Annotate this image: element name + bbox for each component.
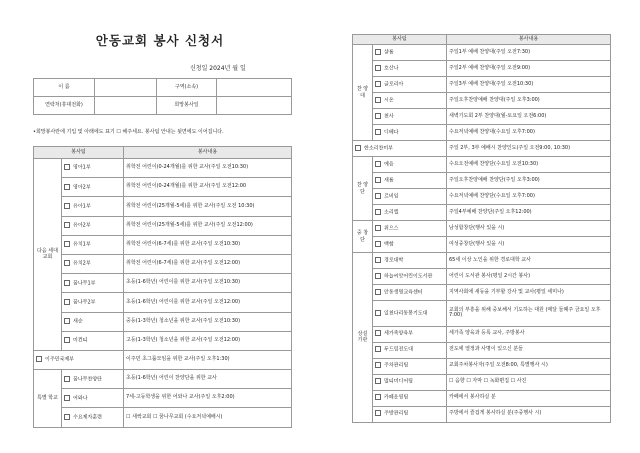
team-group-label: 찬 양 대 <box>353 45 373 141</box>
checkbox[interactable] <box>64 395 70 401</box>
team-content: 7세-고등학생을 위한 어와나 교사(주일 오후2:00) <box>124 389 292 408</box>
team-content: 새벽기도회 2부 찬양대(월-토요일 오전6:00) <box>447 109 611 125</box>
team-name: 유치2부 <box>73 260 91 267</box>
checkbox[interactable] <box>64 164 70 170</box>
team-row <box>353 301 611 327</box>
team-name: 두드림전도대 <box>384 346 413 353</box>
team-cell[interactable] <box>62 197 124 216</box>
team-content: 세가족 양육과 등록 교사, 주방봉사 <box>447 326 611 342</box>
checkbox[interactable] <box>375 113 381 119</box>
team-row <box>353 189 611 205</box>
col-content-header-right: 봉사내용 <box>447 35 611 45</box>
checkbox[interactable] <box>64 299 70 305</box>
team-name: 한소리찬미부 <box>364 145 393 152</box>
team-name: 예음 <box>384 161 394 168</box>
team-cell[interactable] <box>373 253 447 269</box>
team-content: 주일2부 예배 찬양대(주일 오전9:00) <box>447 61 611 77</box>
team-name: 카페운영팀 <box>384 394 409 401</box>
team-row <box>353 358 611 374</box>
checkbox[interactable] <box>375 330 381 336</box>
team-cell[interactable] <box>62 216 124 235</box>
team-name: 호산나 <box>384 65 399 72</box>
team-group-label: 특별 학교 <box>34 370 62 428</box>
team-cell[interactable] <box>62 389 124 408</box>
team-row <box>353 205 611 221</box>
team-row <box>353 374 611 390</box>
team-content: 수요오전예배 찬양단(수요일 오전10:30) <box>447 157 611 173</box>
team-name: 이주민국제부 <box>45 356 74 363</box>
team-name: 수요제자훈련 <box>73 414 102 421</box>
name-field[interactable] <box>95 79 157 97</box>
team-cell[interactable] <box>62 370 124 389</box>
team-group-label: 찬 양 단 <box>353 157 373 221</box>
team-content: 카페에서 봉사하실 분 <box>447 390 611 406</box>
checkbox[interactable] <box>355 145 361 151</box>
team-cell[interactable] <box>373 285 447 301</box>
team-row <box>34 312 292 331</box>
team-row <box>34 350 292 369</box>
team-name: 일천다리동봉기도대 <box>384 310 428 317</box>
team-row <box>353 342 611 358</box>
team-content: 교회의 부흥을 위해 중보해서 기도하는 대원 (매달 둘째주 금요일 오후7:00) <box>447 301 611 327</box>
team-cell[interactable] <box>373 77 447 93</box>
team-row <box>34 178 292 197</box>
team-name: 영아2부 <box>73 184 91 191</box>
team-cell[interactable] <box>373 237 447 253</box>
team-row <box>353 221 611 237</box>
team-name: 미컨티 <box>73 337 88 344</box>
team-content: 수요저녁예배 찬양단(수요일 오후7:00) <box>447 189 611 205</box>
team-row <box>34 235 292 254</box>
phone-label: 연락처(휴대전화) <box>34 97 95 115</box>
team-row <box>34 216 292 235</box>
checkbox[interactable] <box>375 209 381 215</box>
team-content: 초등(1-6학년) 어린이를 위한 교사(주일 오전10:30) <box>124 274 292 293</box>
team-content: ☐ 새싹교회 ☐ 꿈나무교회 (수요저녁예배시) <box>124 408 292 427</box>
team-name: 주차관리팀 <box>384 362 409 369</box>
checkbox[interactable] <box>375 97 381 103</box>
team-content: 교회주차봉사자(주일 오전8:00, 특별행사 시) <box>447 358 611 374</box>
team-row <box>34 274 292 293</box>
checkbox[interactable] <box>64 414 70 420</box>
col-team-header-right: 봉사팀 <box>353 35 447 45</box>
application-date: 신청일 2024년 월 일 <box>190 65 246 72</box>
checkbox[interactable] <box>375 129 381 135</box>
checkbox[interactable] <box>64 376 70 382</box>
left-team-table <box>33 146 292 428</box>
checkbox[interactable] <box>375 161 381 167</box>
team-content: 주일1부 예배 찬양대(주일 오전7:30) <box>447 45 611 61</box>
team-content: 이주민 초그룹모임을 위한 교사(주일 오후1:30) <box>124 350 292 369</box>
team-row <box>353 141 611 157</box>
checkbox[interactable] <box>375 49 381 55</box>
checkbox[interactable] <box>375 81 381 87</box>
team-name: 유아1부 <box>73 203 91 210</box>
team-name: 하늘씨앗어린이도서관 <box>384 273 433 280</box>
team-row <box>353 173 611 189</box>
team-content: 취학전 어린이(0-24개월)를 위한 교사(주일 오전12:00 <box>124 178 292 197</box>
team-name: 디베다 <box>384 129 399 136</box>
applicant-info-table <box>33 78 292 115</box>
district-field[interactable] <box>217 79 292 97</box>
team-content: ☐ 음향 ☐ 자막 ☐ 녹화편집 ☐ 사진 <box>447 374 611 390</box>
team-content: 취학전 어린이(25개월-5세)를 위한 교사(주일 오전 10:30) <box>124 197 292 216</box>
checkbox[interactable] <box>375 310 381 316</box>
team-name: 세가족양육부 <box>384 330 413 337</box>
checkbox[interactable] <box>375 346 381 352</box>
team-row <box>353 269 611 285</box>
wish-label: 희망봉사일 <box>157 97 217 115</box>
team-row <box>34 197 292 216</box>
team-cell[interactable] <box>373 221 447 237</box>
team-name: 백합 <box>384 241 394 248</box>
team-row <box>353 61 611 77</box>
checkbox[interactable] <box>64 222 70 228</box>
team-row <box>34 370 292 389</box>
team-row <box>353 109 611 125</box>
team-row <box>353 326 611 342</box>
team-content: 남성합창단(행사 있을 시) <box>447 221 611 237</box>
team-group-label: 다음 세대 교회 <box>34 159 62 351</box>
checkbox[interactable] <box>64 241 70 247</box>
team-name: 르비임 <box>384 193 399 200</box>
team-cell[interactable] <box>373 125 447 141</box>
right-team-rows <box>353 45 611 423</box>
checkbox[interactable] <box>375 65 381 71</box>
team-cell[interactable] <box>62 293 124 312</box>
team-content: 전도에 열정과 사명이 있으신 분들 <box>447 342 611 358</box>
team-cell[interactable] <box>373 205 447 221</box>
team-name: 꿈나무찬양단 <box>73 376 102 383</box>
checkbox[interactable] <box>36 356 42 362</box>
checkbox[interactable] <box>64 280 70 286</box>
col-team-header: 봉사팀 <box>34 147 124 159</box>
team-row <box>353 253 611 269</box>
team-group-label: 상설 기관 <box>353 253 373 423</box>
name-label: 이 름 <box>34 79 95 97</box>
checkbox[interactable] <box>375 378 381 384</box>
checkbox[interactable] <box>64 337 70 343</box>
team-cell[interactable] <box>34 350 124 369</box>
team-content: 취학전 어린이(0-24개월)를 위한 교사(주일 오전10:30) <box>124 159 292 178</box>
team-content: 주방에서 즐겁게 봉사하실 분(주중행사 시) <box>447 406 611 422</box>
team-cell[interactable] <box>62 331 124 350</box>
team-content: 주일3부 예배 찬양대(주일 오전10:30) <box>447 77 611 93</box>
team-cell[interactable] <box>373 173 447 189</box>
district-label: 구역(소속) <box>157 79 217 97</box>
team-cell[interactable] <box>373 109 447 125</box>
team-cell[interactable] <box>353 141 447 157</box>
team-name: 시온 <box>384 97 394 104</box>
team-cell[interactable] <box>373 269 447 285</box>
phone-field[interactable] <box>95 97 157 115</box>
team-row <box>353 390 611 406</box>
team-row <box>34 389 292 408</box>
checkbox[interactable] <box>375 193 381 199</box>
team-cell[interactable] <box>62 408 124 427</box>
team-name: 안동생명교육센터 <box>384 289 423 296</box>
team-cell[interactable] <box>373 358 447 374</box>
team-cell[interactable] <box>62 159 124 178</box>
team-name: 꿈나무1부 <box>73 280 96 287</box>
team-cell[interactable] <box>62 178 124 197</box>
team-content: 주일오후찬양예배 찬양대(주일 오후3:00) <box>447 93 611 109</box>
team-content: 주일4부예배 찬양단(주일 오후12:00) <box>447 205 611 221</box>
team-group-label: 중 창 단 <box>353 221 373 253</box>
team-row <box>34 159 292 178</box>
team-row <box>34 254 292 273</box>
team-cell[interactable] <box>373 93 447 109</box>
instruction-note: •희망봉사란에 기입 및 아래에도 표기 ☐ 해주세요. 봉사팀 안내는 뒷면에도 이어집니다. <box>33 129 224 135</box>
team-content: 초등(1-6학년) 어린이를 위한 교사(주일 오전12:00) <box>124 293 292 312</box>
team-name: 소리엘 <box>384 209 399 216</box>
team-content: 취학전 어린이(25개월-5세)를 위한 교사(주일 오전12:00) <box>124 216 292 235</box>
team-row <box>353 125 611 141</box>
team-content: 수요저녁예배 찬양대(수요일 오후7:00) <box>447 125 611 141</box>
team-row <box>353 237 611 253</box>
team-content: 주일오후찬양예배 찬양단(주일 오후3:00) <box>447 173 611 189</box>
team-name: 새순 <box>73 318 83 325</box>
team-cell[interactable] <box>62 312 124 331</box>
team-name: 새롬 <box>384 177 394 184</box>
team-content: 초등(1-6학년) 어린이 찬양단을 위한 교사 <box>124 370 292 389</box>
team-row <box>34 408 292 427</box>
team-name: 멀티미디어팀 <box>384 378 413 385</box>
team-cell[interactable] <box>373 406 447 422</box>
team-cell[interactable] <box>373 157 447 173</box>
team-cell[interactable] <box>373 326 447 342</box>
team-cell[interactable] <box>373 45 447 61</box>
team-row <box>353 157 611 173</box>
checkbox[interactable] <box>375 225 381 231</box>
checkbox[interactable] <box>375 362 381 368</box>
team-row <box>353 77 611 93</box>
checkbox[interactable] <box>375 394 381 400</box>
team-cell[interactable] <box>373 61 447 77</box>
team-cell[interactable] <box>373 342 447 358</box>
team-content: 지역사회에 새등을 기부할 강사 및 교사(평일 세미나) <box>447 285 611 301</box>
checkbox[interactable] <box>375 241 381 247</box>
wish-field[interactable] <box>217 97 292 115</box>
checkbox[interactable] <box>375 177 381 183</box>
team-name: 유치1부 <box>73 241 91 248</box>
team-name: 주방관리팀 <box>384 410 409 417</box>
team-name: 천사 <box>384 113 394 120</box>
team-cell[interactable] <box>373 374 447 390</box>
team-name: 어와나 <box>73 395 88 402</box>
checkbox[interactable] <box>375 257 381 263</box>
team-cell[interactable] <box>373 189 447 205</box>
team-row <box>353 406 611 422</box>
col-content-header: 봉사내용 <box>124 147 292 159</box>
team-cell[interactable] <box>373 390 447 406</box>
team-row <box>353 45 611 61</box>
team-name: 영아1부 <box>73 164 91 171</box>
team-content: 취학전 어린이(6-7세)를 위한 교사(주일 오전10:30) <box>124 235 292 254</box>
checkbox[interactable] <box>375 289 381 295</box>
right-team-table <box>352 34 611 423</box>
team-name: 샬롬 <box>384 49 394 56</box>
checkbox[interactable] <box>375 273 381 279</box>
team-cell[interactable] <box>62 235 124 254</box>
team-content: 여성중창단(행사 있을 시) <box>447 237 611 253</box>
team-name: 글로리아 <box>384 81 404 88</box>
team-content: 취학전 어린이(6-7세)를 위한 교사(주일 오전12:00) <box>124 254 292 273</box>
team-row <box>353 285 611 301</box>
team-name: 경로대학 <box>384 257 404 264</box>
team-content: 어린이 도서관 봉사(평일 2시간 봉사) <box>447 269 611 285</box>
team-cell[interactable] <box>62 254 124 273</box>
left-team-rows <box>34 159 292 428</box>
team-row <box>34 293 292 312</box>
team-name: 위으스 <box>384 225 399 232</box>
team-cell[interactable] <box>62 274 124 293</box>
team-content: 고등(1-3학년) 청소년을 위한 교사(주일 오전12:00) <box>124 331 292 350</box>
team-cell[interactable] <box>373 301 447 327</box>
team-content: 주일 2부, 3부 예배시 찬양인도(주일 오전9:00, 10:30) <box>447 141 611 157</box>
checkbox[interactable] <box>64 260 70 266</box>
team-name: 꿈나무2부 <box>73 299 96 306</box>
checkbox[interactable] <box>375 410 381 416</box>
team-row <box>353 93 611 109</box>
checkbox[interactable] <box>64 203 70 209</box>
team-content: 65세 이상 노인을 위한 경로대학 교사 <box>447 253 611 269</box>
checkbox[interactable] <box>64 184 70 190</box>
form-title: 안동교회 봉사 신청서 <box>95 33 225 48</box>
checkbox[interactable] <box>64 318 70 324</box>
team-row <box>34 331 292 350</box>
team-name: 유아2부 <box>73 222 91 229</box>
team-content: 중등(1-3학년) 청소년을 위한 교사(주일 오전10:30) <box>124 312 292 331</box>
